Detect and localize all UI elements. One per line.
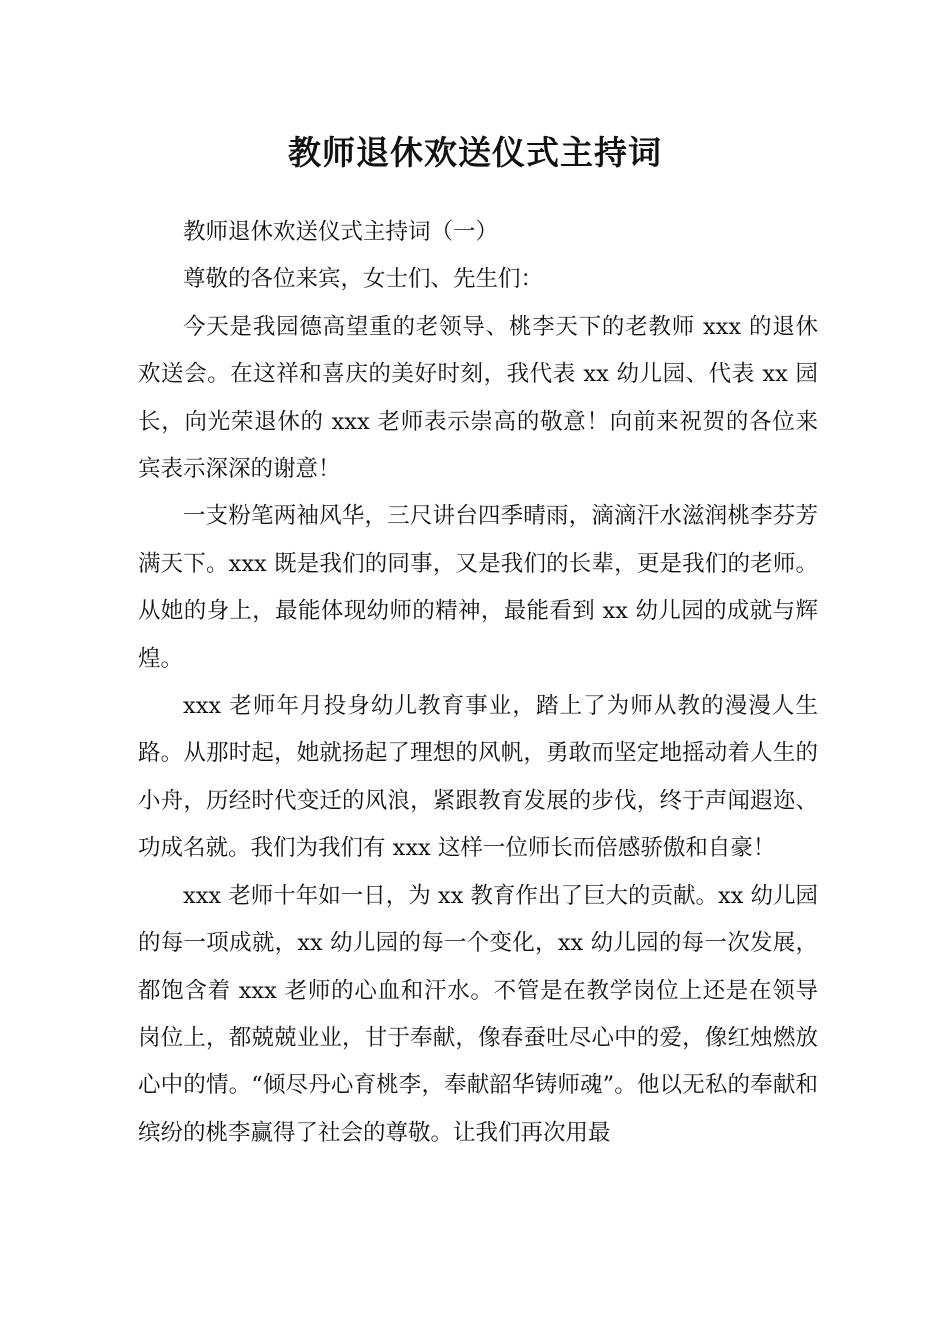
body-paragraph: xxx 老师年月投身幼儿教育事业，踏上了为师从教的漫漫人生路。从那时起，她就扬起了理想的风帆，勇敢而坚定地摇动着人生的小舟，历经时代变迁的风浪，紧跟教育发展的步伐，终于声闻遐迩、功成名就。我们为我们有 xxx 这样一位师长而倍感骄傲和自豪！ [138,693,818,862]
section-heading: 教师退休欢送仪式主持词（一） [183,219,499,245]
body-paragraph: 今天是我园德高望重的老领导、桃李天下的老教师 xxx 的退休欢送会。在这祥和喜庆的美好时刻，我代表 xx 幼儿园、代表 xx 园长，向光荣退休的 xxx 老师表示崇高的敬意！向前来祝贺的各位来宾表示深深的谢意！ [138,313,818,483]
body-paragraph: xxx 老师十年如一日，为 xx 教育作出了巨大的贡献。xx 幼儿园的每一项成就，xx 幼儿园的每一个变化，xx 幼儿园的每一次发展，都饱含着 xxx 老师的心血和汗水。不管是在教学岗位上还是在领导岗位上，都兢兢业业，甘于奉献，像春蚕吐尽心中的爱，像红烛燃放心中的情。“倾尽丹心育桃李，奉献韶华铸师魂”。他以无私的奉献和缤纷的桃李赢得了社会的尊敬。让我们再次用最 [138,882,818,1146]
salutation: 尊敬的各位来宾，女士们、先生们： [183,266,544,293]
body-paragraph: 一支粉笔两袖风华，三尺讲台四季晴雨，滴滴汗水滋润桃李芬芳满天下。xxx 既是我们的同事，又是我们的长辈，更是我们的老师。从她的身上，最能体现幼师的精神，最能看到 xx 幼儿园的成就与辉煌。 [138,503,818,672]
document-body [138,209,818,1157]
document-title: 教师退休欢送仪式主持词 [288,133,662,172]
